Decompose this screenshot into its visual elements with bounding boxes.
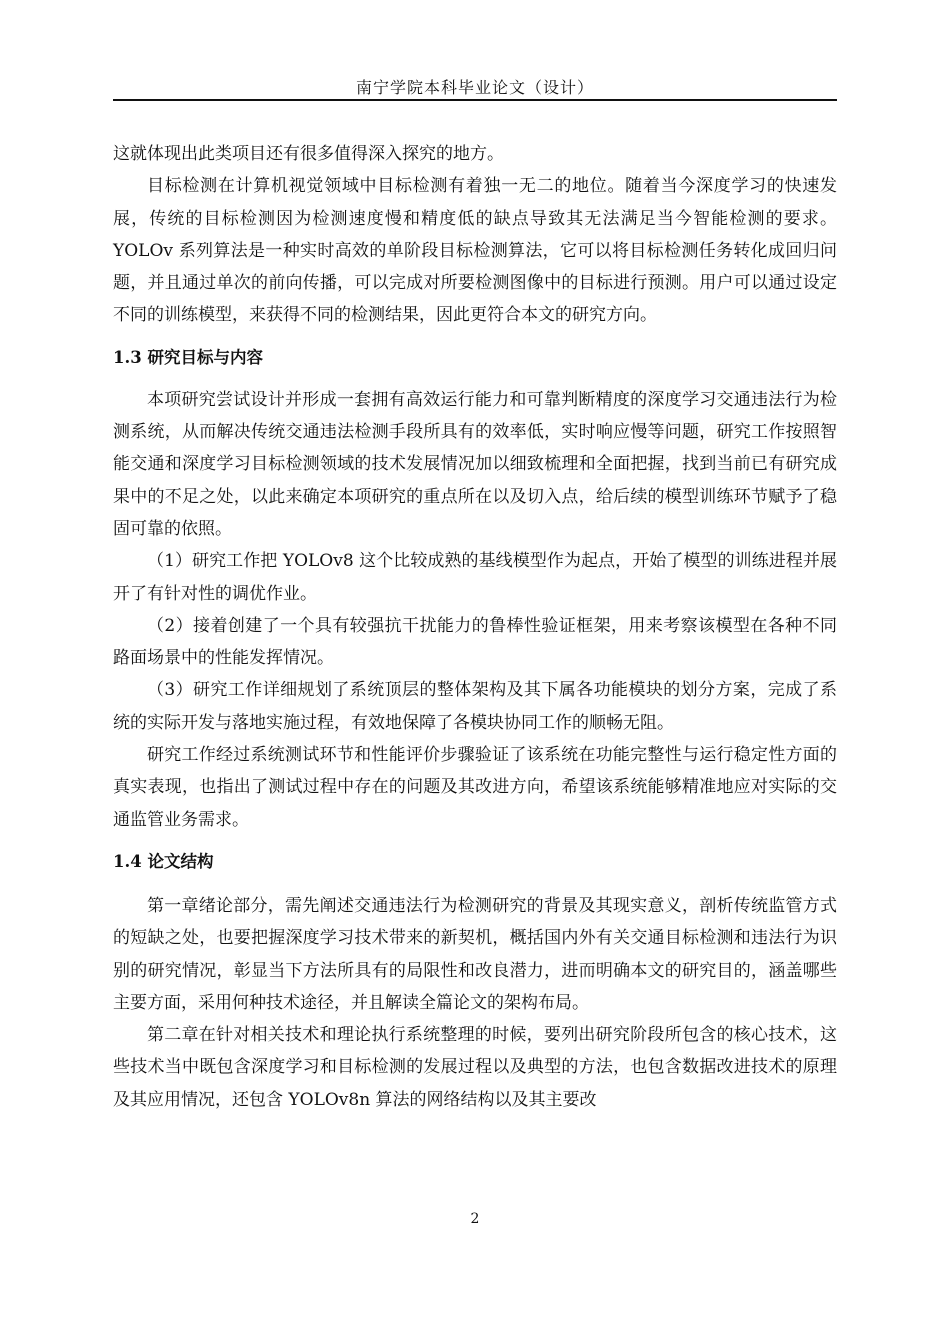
paragraph: 目标检测在计算机视觉领域中目标检测有着独一无二的地位。随着当今深度学习的快速发展，传统的目标检测因为检测速度慢和精度低的缺点导致其无法满足当今智能检测的要求。YOLOv 系列算法是一种实时高效的单阶段目标检测算法，它可以将目标检测任务转化成回归问题，并且通过单次的前向传播，可以完成对所要检测图像中的目标进行预测。用户可以通过设定不同的训练模型，来获得不同的检测结果，因此更符合本文的研究方向。	[113, 176, 837, 326]
section-heading-1-3: 1.3 研究目标与内容	[113, 347, 263, 367]
page-number: 2	[470, 1211, 480, 1227]
list-item-2: （2）接着创建了一个具有较强抗干扰能力的鲁棒性验证框架，用来考察该模型在各种不同路面场景中的性能发挥情况。	[113, 615, 837, 669]
section-heading-1-4: 1.4 论文结构	[113, 851, 214, 871]
paragraph: 第一章绪论部分，需先阐述交通违法行为检测研究的背景及其现实意义，剖析传统监管方式的短缺之处，也要把握深度学习技术带来的新契机，概括国内外有关交通目标检测和违法行为识别的研究情况，彰显当下方法所具有的局限性和改良潜力，进而明确本文的研究目的，涵盖哪些主要方面，采用何种技术途径，并且解读全篇论文的架构布局。	[113, 895, 837, 1013]
paragraph: 这就体现出此类项目还有很多值得深入探究的地方。	[113, 144, 504, 164]
page-body	[113, 138, 837, 1116]
paragraph: 研究工作经过系统测试环节和性能评价步骤验证了该系统在功能完整性与运行稳定性方面的真实表现，也指出了测试过程中存在的问题及其改进方向，希望该系统能够精准地应对实际的交通监管业务需求。	[113, 745, 837, 830]
header-rule	[113, 99, 837, 101]
paragraph: 本项研究尝试设计并形成一套拥有高效运行能力和可靠判断精度的深度学习交通违法行为检测系统，从而解决传统交通违法检测手段所具有的效率低，实时响应慢等问题，研究工作按照智能交通和深度学习目标检测领域的技术发展情况加以细致梳理和全面把握，找到当前已有研究成果中的不足之处，以此来确定本项研究的重点所在以及切入点，给后续的模型训练环节赋予了稳固可靠的依照。	[113, 389, 837, 539]
list-item-3: （3）研究工作详细规划了系统顶层的整体架构及其下属各功能模块的划分方案，完成了系统的实际开发与落地实施过程，有效地保障了各模块协同工作的顺畅无阻。	[113, 680, 837, 733]
list-item-1: （1）研究工作把 YOLOv8 这个比较成熟的基线模型作为起点，开始了模型的训练进程并展开了有针对性的调优作业。	[113, 551, 837, 604]
running-header: 南宁学院本科毕业论文（设计）	[355, 78, 594, 97]
paragraph: 第二章在针对相关技术和理论执行系统整理的时候，要列出研究阶段所包含的核心技术，这些技术当中既包含深度学习和目标检测的发展过程以及典型的方法，也包含数据改进技术的原理及其应用情况，还包含 YOLOv8n 算法的网络结构以及其主要改	[113, 1025, 837, 1110]
